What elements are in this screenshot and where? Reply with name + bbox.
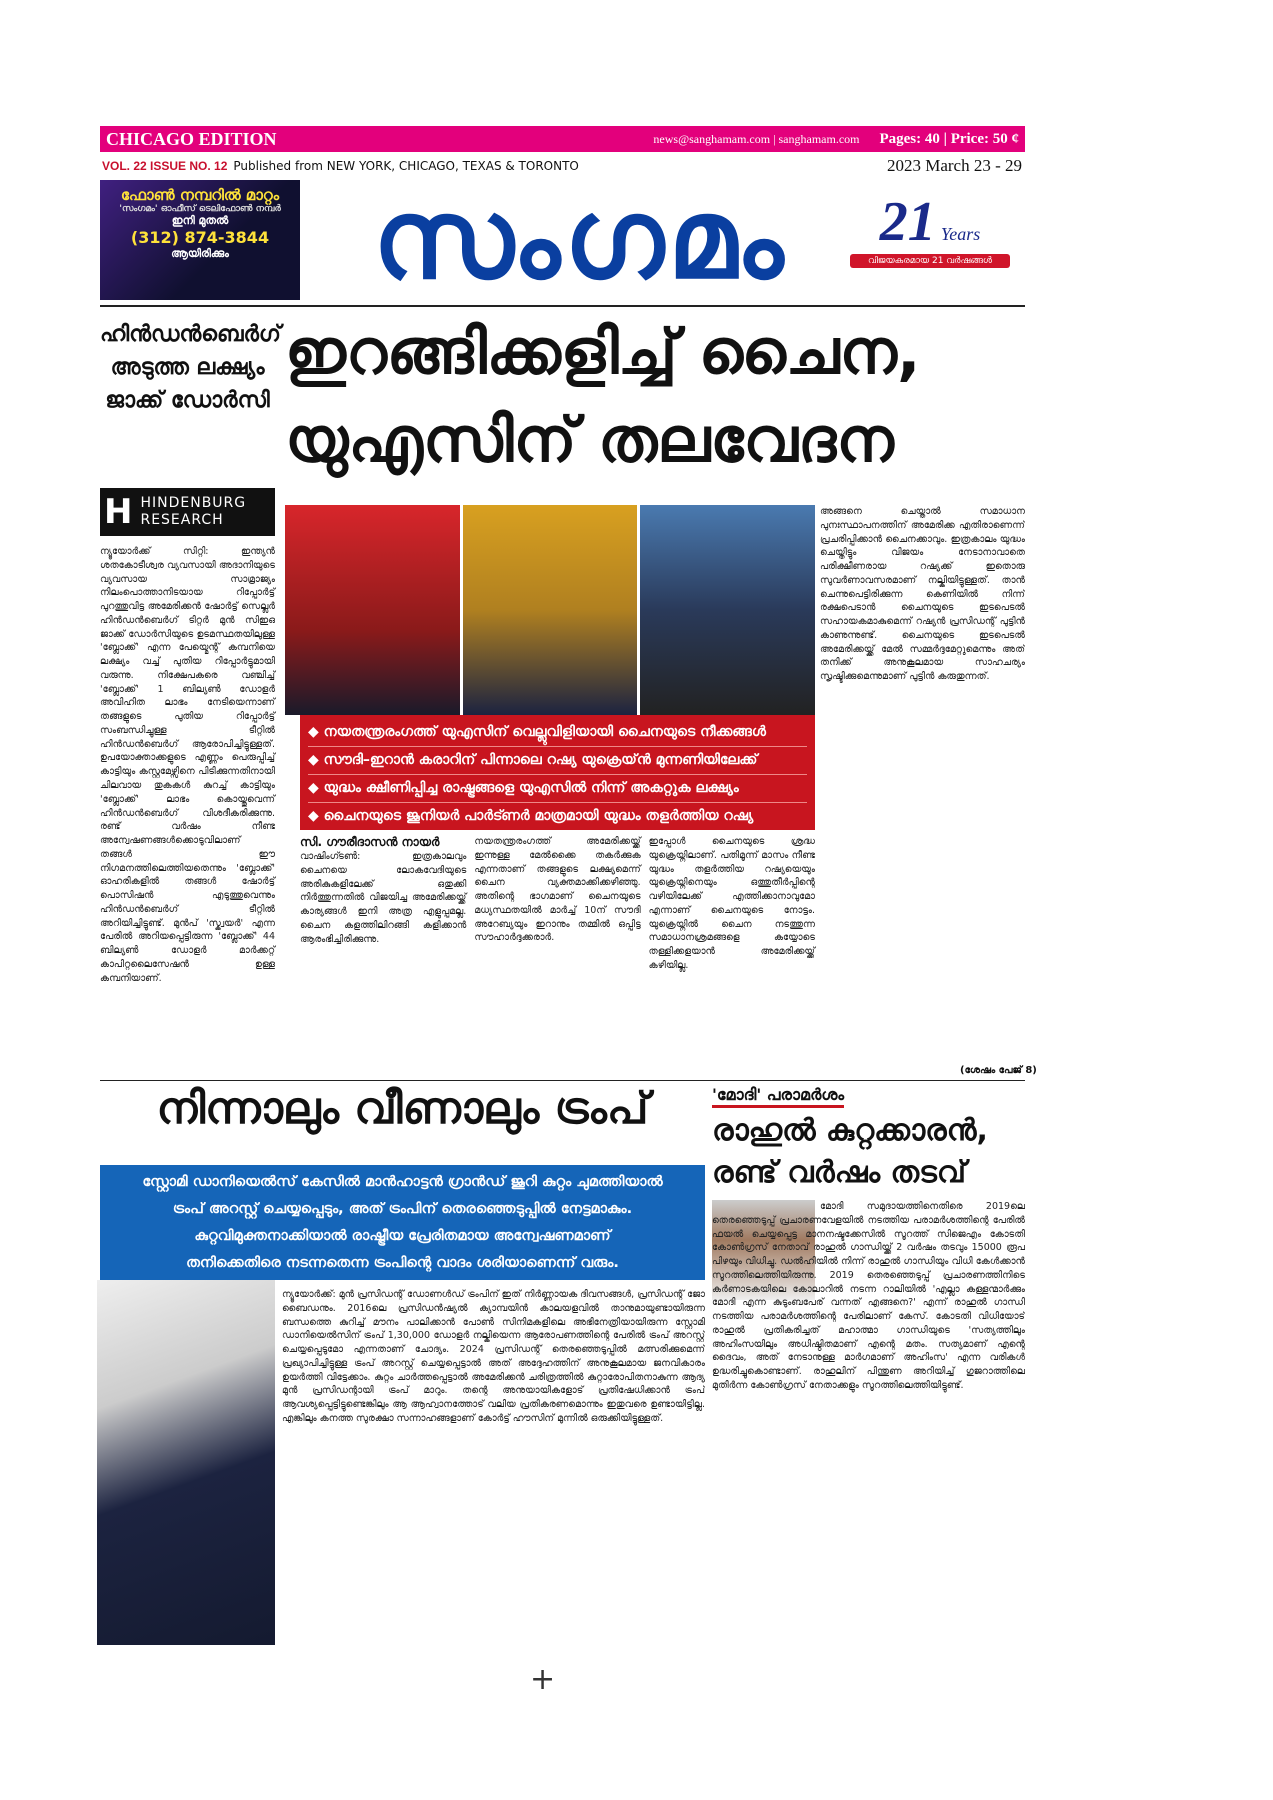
- deck-line: തനിക്കെതിരെ നടന്നതെന്ന ട്രംപിന്റെ വാദം ശരിയാണെന്ന് വരും.: [186, 1255, 619, 1271]
- divider: [100, 305, 1025, 307]
- bullet: ◆ യുദ്ധം ക്ഷീണിപ്പിച്ച രാഷ്ട്രങ്ങളെ യുഎസിൽ നിന്ന് അകറ്റുക ലക്ഷ്യം: [308, 775, 807, 803]
- ad-phone: (312) 874-3844: [130, 228, 270, 247]
- bullet: ◆ സൗദി–ഇറാൻ കരാറിന് പിന്നാലെ റഷ്യ യുക്രെയ്ൻ മുന്നണിയിലേക്ക്: [308, 747, 807, 775]
- ad-title: ഫോൺ നമ്പറിൽ മാറ്റം: [120, 186, 280, 204]
- bullet: ◆ ചൈനയുടെ ജൂനിയർ പാർട്ണർ മാത്രമായി യുദ്ധം തളർത്തിയ റഷ്യ: [308, 808, 754, 824]
- deck-line: ട്രംപ് അറസ്റ്റ് ചെയ്യപ്പെടും, അത് ട്രംപിന് തെരഞ്ഞെടുപ്പിൽ നേട്ടമാകും.: [172, 1201, 633, 1217]
- lead-col3: ഇപ്പോൾ ചൈനയുടെ ശ്രദ്ധ യുക്രെയ്നിലാണ്. പതിമൂന്ന് മാസം നീണ്ട യുദ്ധം തളർത്തിയ റഷ്യയെയും യുക്രെയ്നിനെയും ഒത്തുതീർപ്പിന്റെ വഴിയിലേക്ക് എത്തിക്കാനാവുമോ എന്നാണ് ചൈനയുടെ നോട്ടം. യുക്രെയ്നിൽ ചൈന നടത്തുന്ന സമാധാനശ്രമങ്ങളെ കയ്യോടെ തള്ളിക്കളയാൻ അമേരിക്കയ്ക്ക് കഴിയില്ല.: [648, 836, 815, 971]
- ad-line: ഇനി മുതൽ: [171, 214, 229, 227]
- anniv-ribbon: വിജയകരമായ 21 വർഷങ്ങൾ: [850, 254, 1010, 268]
- lead-bullets: [300, 715, 815, 830]
- ad-end: ആയിരിക്കും: [171, 247, 229, 260]
- continued-note: (ശേഷം പേജ് 8): [960, 1065, 1037, 1076]
- rahul-headline: രാഹുൽ കുറ്റക്കാരൻ, രണ്ട് വർഷം തടവ്: [712, 1113, 988, 1190]
- masthead-logo: സംഗമം: [372, 175, 788, 303]
- contact-link[interactable]: news@sanghamam.com | sanghamam.com: [653, 131, 860, 146]
- photo-putin: [640, 505, 815, 715]
- divider: [100, 1080, 1025, 1081]
- rahul-tag: 'മോദി' പരാമർശം: [712, 1085, 844, 1108]
- lead-col1: വാഷിംഗ്ടൺ: ഇത്രകാലവും ചൈനയെ ലോകവേദിയുടെ അരികുകളിലേക്ക് ഒതുക്കി നിർത്തുന്നതിൽ വിജയിച്ച അമേരിക്കയ്ക്ക് കാര്യങ്ങൾ ഇനി അത്ര എളുപ്പമല്ല. ചൈന കളത്തിലിറങ്ങി കളിക്കാൻ ആരംഭിച്ചിരിക്കുന്നു.: [300, 851, 467, 945]
- lead-col4: അങ്ങനെ ചെയ്താൽ സമാധാന പുനഃസ്ഥാപനത്തിന് അമേരിക്ക എതിരാണെന്ന് പ്രചരിപ്പിക്കാൻ ചൈനക്കാവും. ഇത്രകാലം യുദ്ധം ചെയ്തിട്ടും വിജയം നേടാനാവാതെ പരിക്ഷീണരായ റഷ്യക്ക് ഇതൊരു സുവർണാവസരമാണ് നല്കിയിട്ടുള്ളത്. താൻ ചെന്നുപെട്ടിരിക്കുന്ന കെണിയിൽ നിന്ന് രക്ഷപെടാൻ ചൈനയുടെ ഇടപെടൽ സഹായകമാകുമെന്ന് റഷ്യൻ പ്രസിഡന്റ് പുട്ടിൻ കാണുന്നുണ്ട്. ചൈനയുടെ ഇടപെടൽ അമേരിക്കയ്ക്ക് മേൽ സമ്മർദ്ദമേറ്റുമെന്നും അത് തനിക്ക് അനുകൂലമായ സാഹചര്യം സൃഷ്ടിക്കുമെന്നുമാണ് പുട്ടിൻ കരുതുന്നത്.: [820, 506, 1025, 683]
- edition-bar: [100, 126, 1025, 152]
- bullet: ◆ നയതന്ത്രരംഗത്ത് യുഎസിന് വെല്ലുവിളിയായി ചൈനയുടെ നീക്കങ്ങൾ: [308, 719, 807, 747]
- photo-xi: [285, 505, 460, 715]
- anniv-years: Years: [940, 224, 981, 244]
- anniversary-badge: [850, 190, 1010, 290]
- logo-text: HINDENBURG RESEARCH: [140, 495, 247, 528]
- photo-trump: [97, 1280, 275, 1645]
- phone-change-ad: [100, 180, 300, 300]
- lead-photos: [285, 505, 815, 715]
- edition-label: CHICAGO EDITION: [106, 128, 277, 149]
- trump-body: ന്യൂയോർക്ക്: മുൻ പ്രസിഡന്റ് ഡോണൾഡ് ട്രംപിന് ഇത് നിർണ്ണായക ദിവസങ്ങൾ, പ്രസിഡന്റ് ജോ ബൈഡനും. 2016ലെ പ്രസിഡൻഷ്യൽ ക്യാമ്പയിൻ കാലയളവിൽ താനുമായുണ്ടായിരുന്ന ബന്ധത്തെ കുറിച്ച് മൗനം പാലിക്കാൻ പോൺ സിനിമകളിലെ അഭിനേത്രിയായിരുന്ന സ്റ്റോമി ഡാനിയെൽസിന് ട്രംപ് 1,30,000 ഡോളർ നല്കിയെന്ന ആരോപണത്തിന്റെ പേരിൽ ട്രംപ് അറസ്റ്റ് ചെയ്യപ്പെടുമോ എന്നതാണ് ചോദ്യം. 2024 പ്രസിഡന്റ് തെരഞ്ഞെടുപ്പിൽ മത്സരിക്കുമെന്ന് പ്രഖ്യാപിച്ചിട്ടുള്ള ട്രംപ് അറസ്റ്റ് ചെയ്യപ്പെട്ടാൽ അത് അദ്ദേഹത്തിന് അനുകൂലമായ ജനവികാരം ഉയർത്തി വിട്ടേക്കാം. കുറ്റം ചാർത്തപ്പെട്ടാൽ അമേരിക്കൻ ചരിത്രത്തിൽ കുറ്റാരോപിതനാകുന്ന ആദ്യ മുൻ പ്രസിഡന്റായി ട്രംപ് മാറും. തന്റെ അനുയായികളോട് പ്രതിഷേധിക്കാൻ ട്രംപ് ആവശ്യപ്പെട്ടിട്ടുണ്ടെങ്കിലും ആ ആഹ്വാനത്തോട് വലിയ പ്രതികരണമൊന്നും ഇതുവരെ ഉണ്ടായിട്ടില്ല. എങ്കിലും കനത്ത സുരക്ഷാ സന്നാഹങ്ങളാണ് കോർട്ട് ഹൗസിന് മുന്നിൽ ഒരുക്കിയിട്ടുള്ളത്.: [282, 1289, 705, 1424]
- lead-col2: നയതന്ത്രരംഗത്ത് അമേരിക്കയ്ക്ക് ഇന്നുള്ള മേൽക്കൈ തകർക്കുക എന്നതാണ് തങ്ങളുടെ ലക്ഷ്യമെന്ന് ചൈന വ്യക്തമാക്കിക്കഴിഞ്ഞു. അതിന്റെ ഭാഗമാണ് ചൈനയുടെ മധ്യസ്ഥതയിൽ മാർച്ച് 10ന് സൗദി അറേബ്യയും ഇറാനും തമ്മിൽ ഒപ്പിട്ട സൗഹാർദ്ദക്കരാർ.: [474, 836, 641, 944]
- left-headline: ഹിൻഡൻബെർഗ് അടുത്ത ലക്ഷ്യം ജാക്ക് ഡോർസി: [100, 322, 281, 413]
- registration-mark: +: [530, 1662, 556, 1697]
- hindenburg-logo: H HINDENBURG RESEARCH: [100, 488, 275, 536]
- published-from: Published from NEW YORK, CHICAGO, TEXAS & TORONTO: [233, 159, 579, 173]
- ad-sub: 'സംഗമം' ഓഫീസ് ടെലിഫോൺ നമ്പർ: [119, 204, 281, 214]
- anniv-number: 21: [879, 191, 936, 253]
- byline: സി. ഗൗരീദാസൻ നായർ: [300, 835, 440, 849]
- deck-line: കുറ്റവിമുക്തനാക്കിയാൽ രാഷ്ട്രീയ പ്രേരിതമായ അന്വേഷണമാണ്: [194, 1228, 611, 1244]
- trump-deck: [100, 1165, 705, 1280]
- rahul-body: മോദി സമുദായത്തിനെതിരെ 2019ലെ തെരഞ്ഞെടുപ്പ് പ്രചാരണവേളയിൽ നടത്തിയ പരാമർശത്തിന്റെ പേരിൽ ഫയൽ ചെയ്യപ്പെട്ട മാനനഷ്ടക്കേസിൽ സൂറത്ത് സിജെഎം കോടതി കോൺഗ്രസ് നേതാവ് രാഹുൽ ഗാന്ധിയ്ക്ക് 2 വർഷം തടവും 15000 രൂപ പിഴയും വിധിച്ചു. ഡൽഹിയിൽ നിന്ന് രാഹുൽ ഗാന്ധിയും വിധി കേൾക്കാൻ സൂറത്തിലെത്തിയിരുന്നു. 2019 തെരഞ്ഞെടുപ്പ് പ്രചാരണത്തിനിടെ കർണാടകയിലെ കോലാറിൽ നടന്ന റാലിയിൽ 'എല്ലാ കള്ളന്മാർക്കും മോദി എന്ന കുടുംബപേര് വന്നത് എങ്ങനെ?' എന്ന് രാഹുൽ ഗാന്ധി നടത്തിയ പരാമർശത്തിന്റെ പേരിലാണ് കേസ്. കോടതി വിധിയോട് രാഹുൽ പ്രതികരിച്ചത് മഹാത്മാ ഗാന്ധിയുടെ 'സത്യത്തിലും അഹിംസയിലും അധിഷ്ഠിതമാണ് എന്റെ മതം. സത്യമാണ് എന്റെ ദൈവം, അത് നേടാനുള്ള മാർഗമാണ് അഹിംസ' എന്ന വരികൾ ഉദ്ധരിച്ചുകൊണ്ടാണ്. രാഹുലിന് പിന്തുണ അറിയിച്ച് ഗുജറാത്തിലെ മുതിർന്ന കോൺഗ്രസ് നേതാക്കളും സൂറത്തിലെത്തിയിട്ടുണ്ട്.: [712, 1201, 1025, 1391]
- deck-line: സ്റ്റോമി ഡാനിയെൽസ് കേസിൽ മാൻഹാട്ടൻ ഗ്രാൻഡ് ജൂറി കുറ്റം ചുമത്തിയാൽ: [142, 1174, 663, 1190]
- left-article-body: ന്യൂയോർക്ക് സിറ്റി: ഇന്ത്യൻ ശതകോടീശ്വര വ്യവസായി അദാനിയുടെ വ്യവസായ സാമ്രാജ്യം നിലംപൊത്താനിടയായ റിപ്പോർട്ട് പുറത്തുവിട്ട അമേരിക്കൻ ഷോർട്ട് സെല്ലർ ഹിൻഡൻബെർഗ് ടിറ്റർ മുൻ സിഇഒ ജാക്ക് ഡോർസിയുടെ ഉടമസ്ഥതയിലുള്ള 'ബ്ലോക്ക്' എന്ന പേയ്മെന്റ് കമ്പനിയെ ലക്ഷ്യം വച്ച് പുതിയ റിപ്പോർട്ടുമായി വരുന്നു. നിക്ഷേപകരെ വഞ്ചിച്ച് 'ബ്ലോക്ക്' 1 ബില്യൺ ഡോളർ അവിഹിത ലാഭം നേടിയെന്നാണ് തങ്ങളുടെ പുതിയ റിപ്പോർട്ട് സംബന്ധിച്ചുള്ള ടീറ്റിൽ ഹിൻഡൻബെർഗ് ആരോപിച്ചിട്ടുള്ളത്. ഉപയോക്താക്കളുടെ എണ്ണം പെരുപ്പിച്ച് കാട്ടിയും കസ്റ്റമേഴ്സിനെ പിടിക്കുന്നതിനായി ചിലവായ തുകകൾ കുറച്ച് കാട്ടിയും 'ബ്ലോക്ക്' ലാഭം കൊയ്തുവെന്ന് ഹിൻഡൻബെർഗ് വിശദീകരിക്കുന്നു. രണ്ട് വർഷം നീണ്ട അന്വേഷണങ്ങൾക്കൊടുവിലാണ് തങ്ങൾ ഈ നിഗമനത്തിലെത്തിയതെന്നും 'ബ്ലോക്ക്' ഓഹരികളിൽ തങ്ങൾ ഷോർട്ട് പൊസിഷൻ എടുത്തുവെന്നും ഹിൻഡൻബെർഗ് ടീറ്റിൽ അറിയിച്ചിട്ടുണ്ട്. മുൻപ് 'സ്ക്വയർ' എന്ന പേരിൽ അറിയപ്പെട്ടിരുന്ന 'ബ്ലോക്ക്' 44 ബില്യൺ ഡോളർ മാർക്കറ്റ് കാപിറ്റലൈസേഷൻ ഉള്ള കമ്പനിയാണ്.: [100, 546, 275, 984]
- pages-price: Pages: 40 | Price: 50 ¢: [879, 130, 1019, 147]
- volume: VOL. 22 ISSUE NO. 12: [102, 159, 228, 173]
- issue-date: 2023 March 23 - 29: [886, 156, 1022, 175]
- trump-headline: നിന്നാലും വീണാലും ട്രംപ്: [156, 1083, 649, 1134]
- photo-biden: [463, 505, 638, 715]
- lead-headline: ഇറങ്ങിക്കളിച്ച് ചൈന, യുഎസിന് തലവേദന: [285, 315, 921, 476]
